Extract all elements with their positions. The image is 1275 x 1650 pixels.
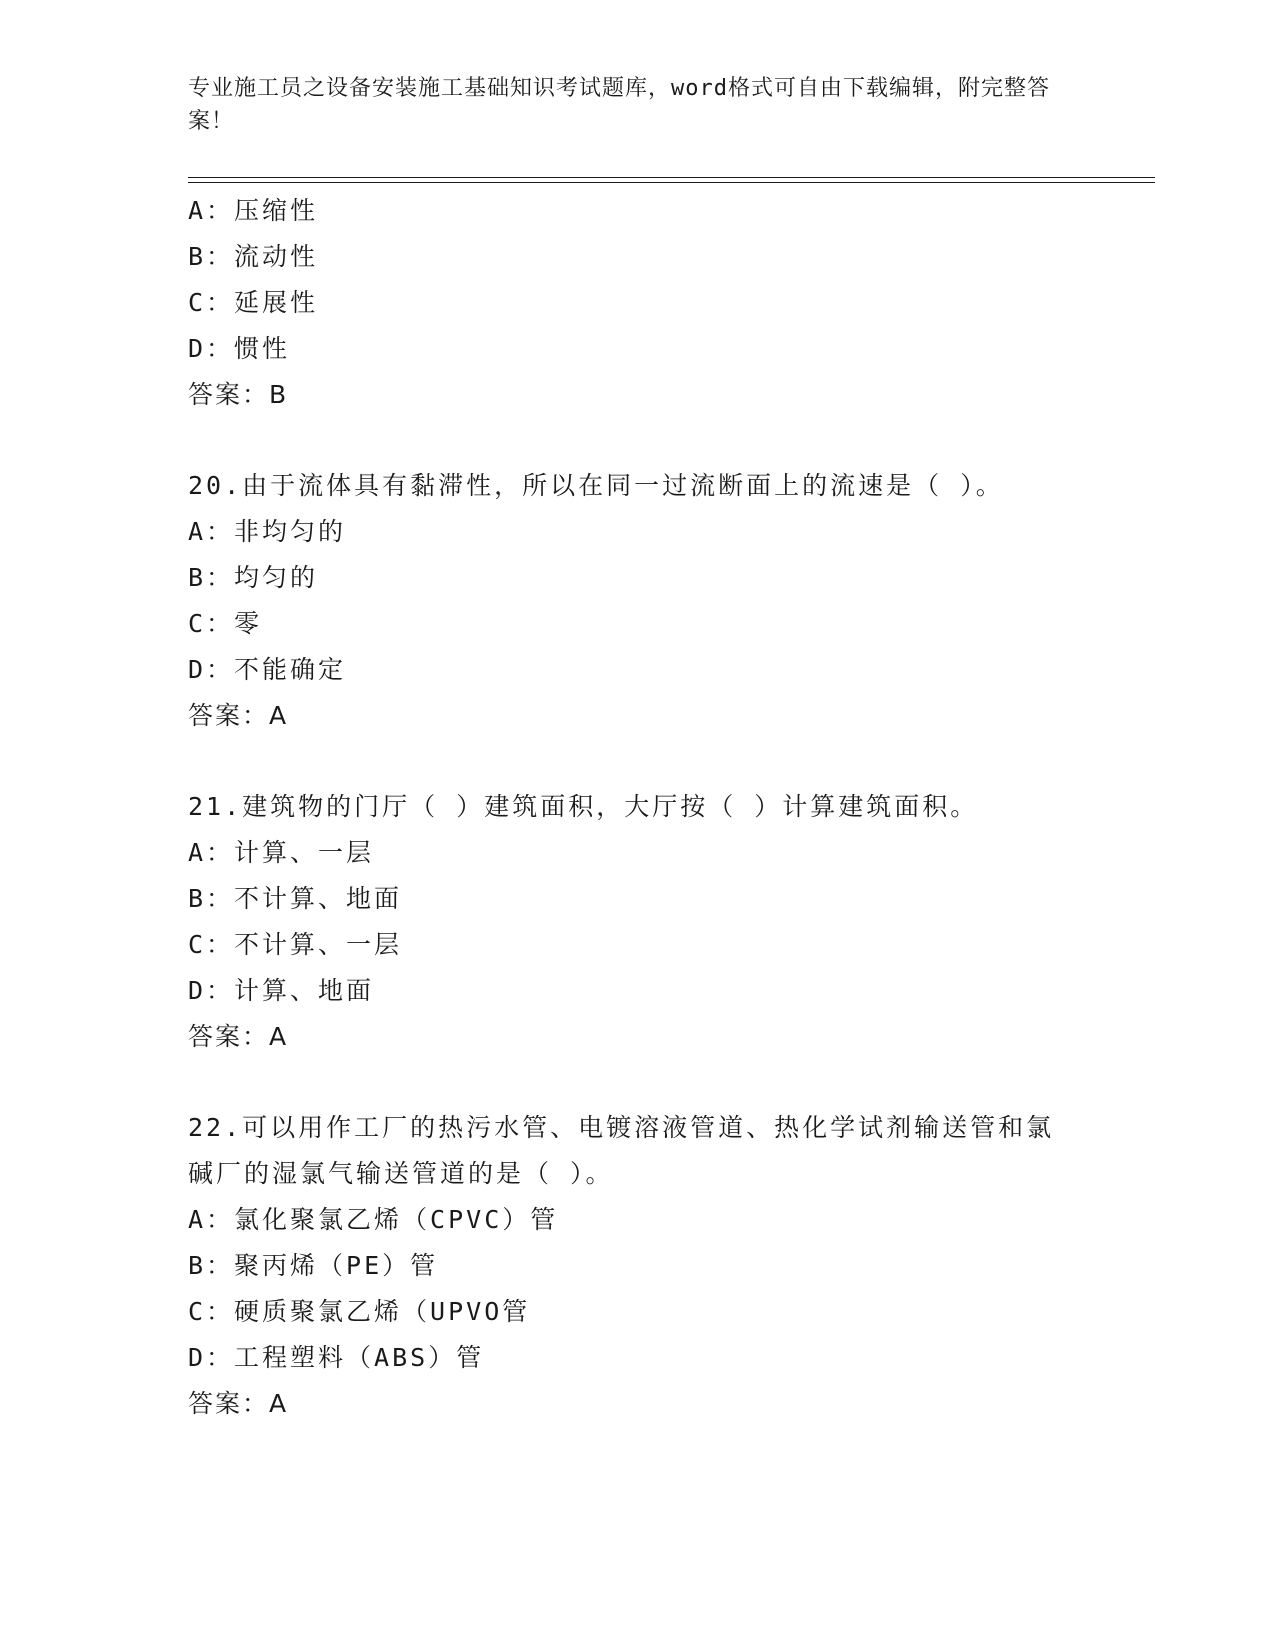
- option-b: B：流动性: [188, 242, 319, 271]
- option-c: C：零: [188, 609, 263, 638]
- question-title: 21.建筑物的门厅（ ）建筑面积，大厅按（ ）计算建筑面积。: [188, 792, 979, 821]
- option-c: C：延展性: [188, 288, 319, 317]
- question-title-line-1: 22.可以用作工厂的热污水管、电镀溶液管道、热化学试剂输送管和氯: [188, 1113, 1055, 1142]
- answer: 答案：A: [188, 1022, 289, 1051]
- answer: 答案：A: [188, 701, 289, 730]
- option-b: B：均匀的: [188, 563, 319, 592]
- option-a: A：压缩性: [188, 196, 319, 225]
- question-22: [188, 1105, 1088, 1427]
- option-c: C：不计算、一层: [188, 930, 403, 959]
- option-d: D：不能确定: [188, 655, 347, 684]
- answer: 答案：B: [188, 380, 289, 409]
- question-19: [188, 188, 1088, 418]
- option-b: B：不计算、地面: [188, 884, 403, 913]
- answer: 答案：A: [188, 1389, 289, 1418]
- option-d: D：惯性: [188, 334, 291, 363]
- option-c: C：硬质聚氯乙烯（UPVO管: [188, 1297, 531, 1326]
- document-header: 专业施工员之设备安装施工基础知识考试题库，word格式可自由下载编辑，附完整答案！: [188, 76, 1050, 134]
- question-list: [188, 188, 1088, 1427]
- option-d: D：工程塑料（ABS）管: [188, 1343, 485, 1372]
- question-20: [188, 463, 1088, 739]
- spacer: [188, 418, 1088, 463]
- option-a: A：氯化聚氯乙烯（CPVC）管: [188, 1205, 559, 1234]
- spacer: [188, 739, 1088, 784]
- option-a: A：非均匀的: [188, 517, 347, 546]
- question-title-line-2: 碱厂的湿氯气输送管道的是（ ）。: [188, 1159, 614, 1188]
- option-a: A：计算、一层: [188, 838, 375, 867]
- header-divider-top: [188, 177, 1155, 178]
- option-b: B：聚丙烯（PE）管: [188, 1251, 439, 1280]
- question-title: 20.由于流体具有黏滞性，所以在同一过流断面上的流速是（ ）。: [188, 471, 1004, 500]
- question-21: [188, 784, 1088, 1060]
- spacer: [188, 1060, 1088, 1105]
- option-d: D：计算、地面: [188, 976, 375, 1005]
- header-divider-bottom: [188, 182, 1155, 183]
